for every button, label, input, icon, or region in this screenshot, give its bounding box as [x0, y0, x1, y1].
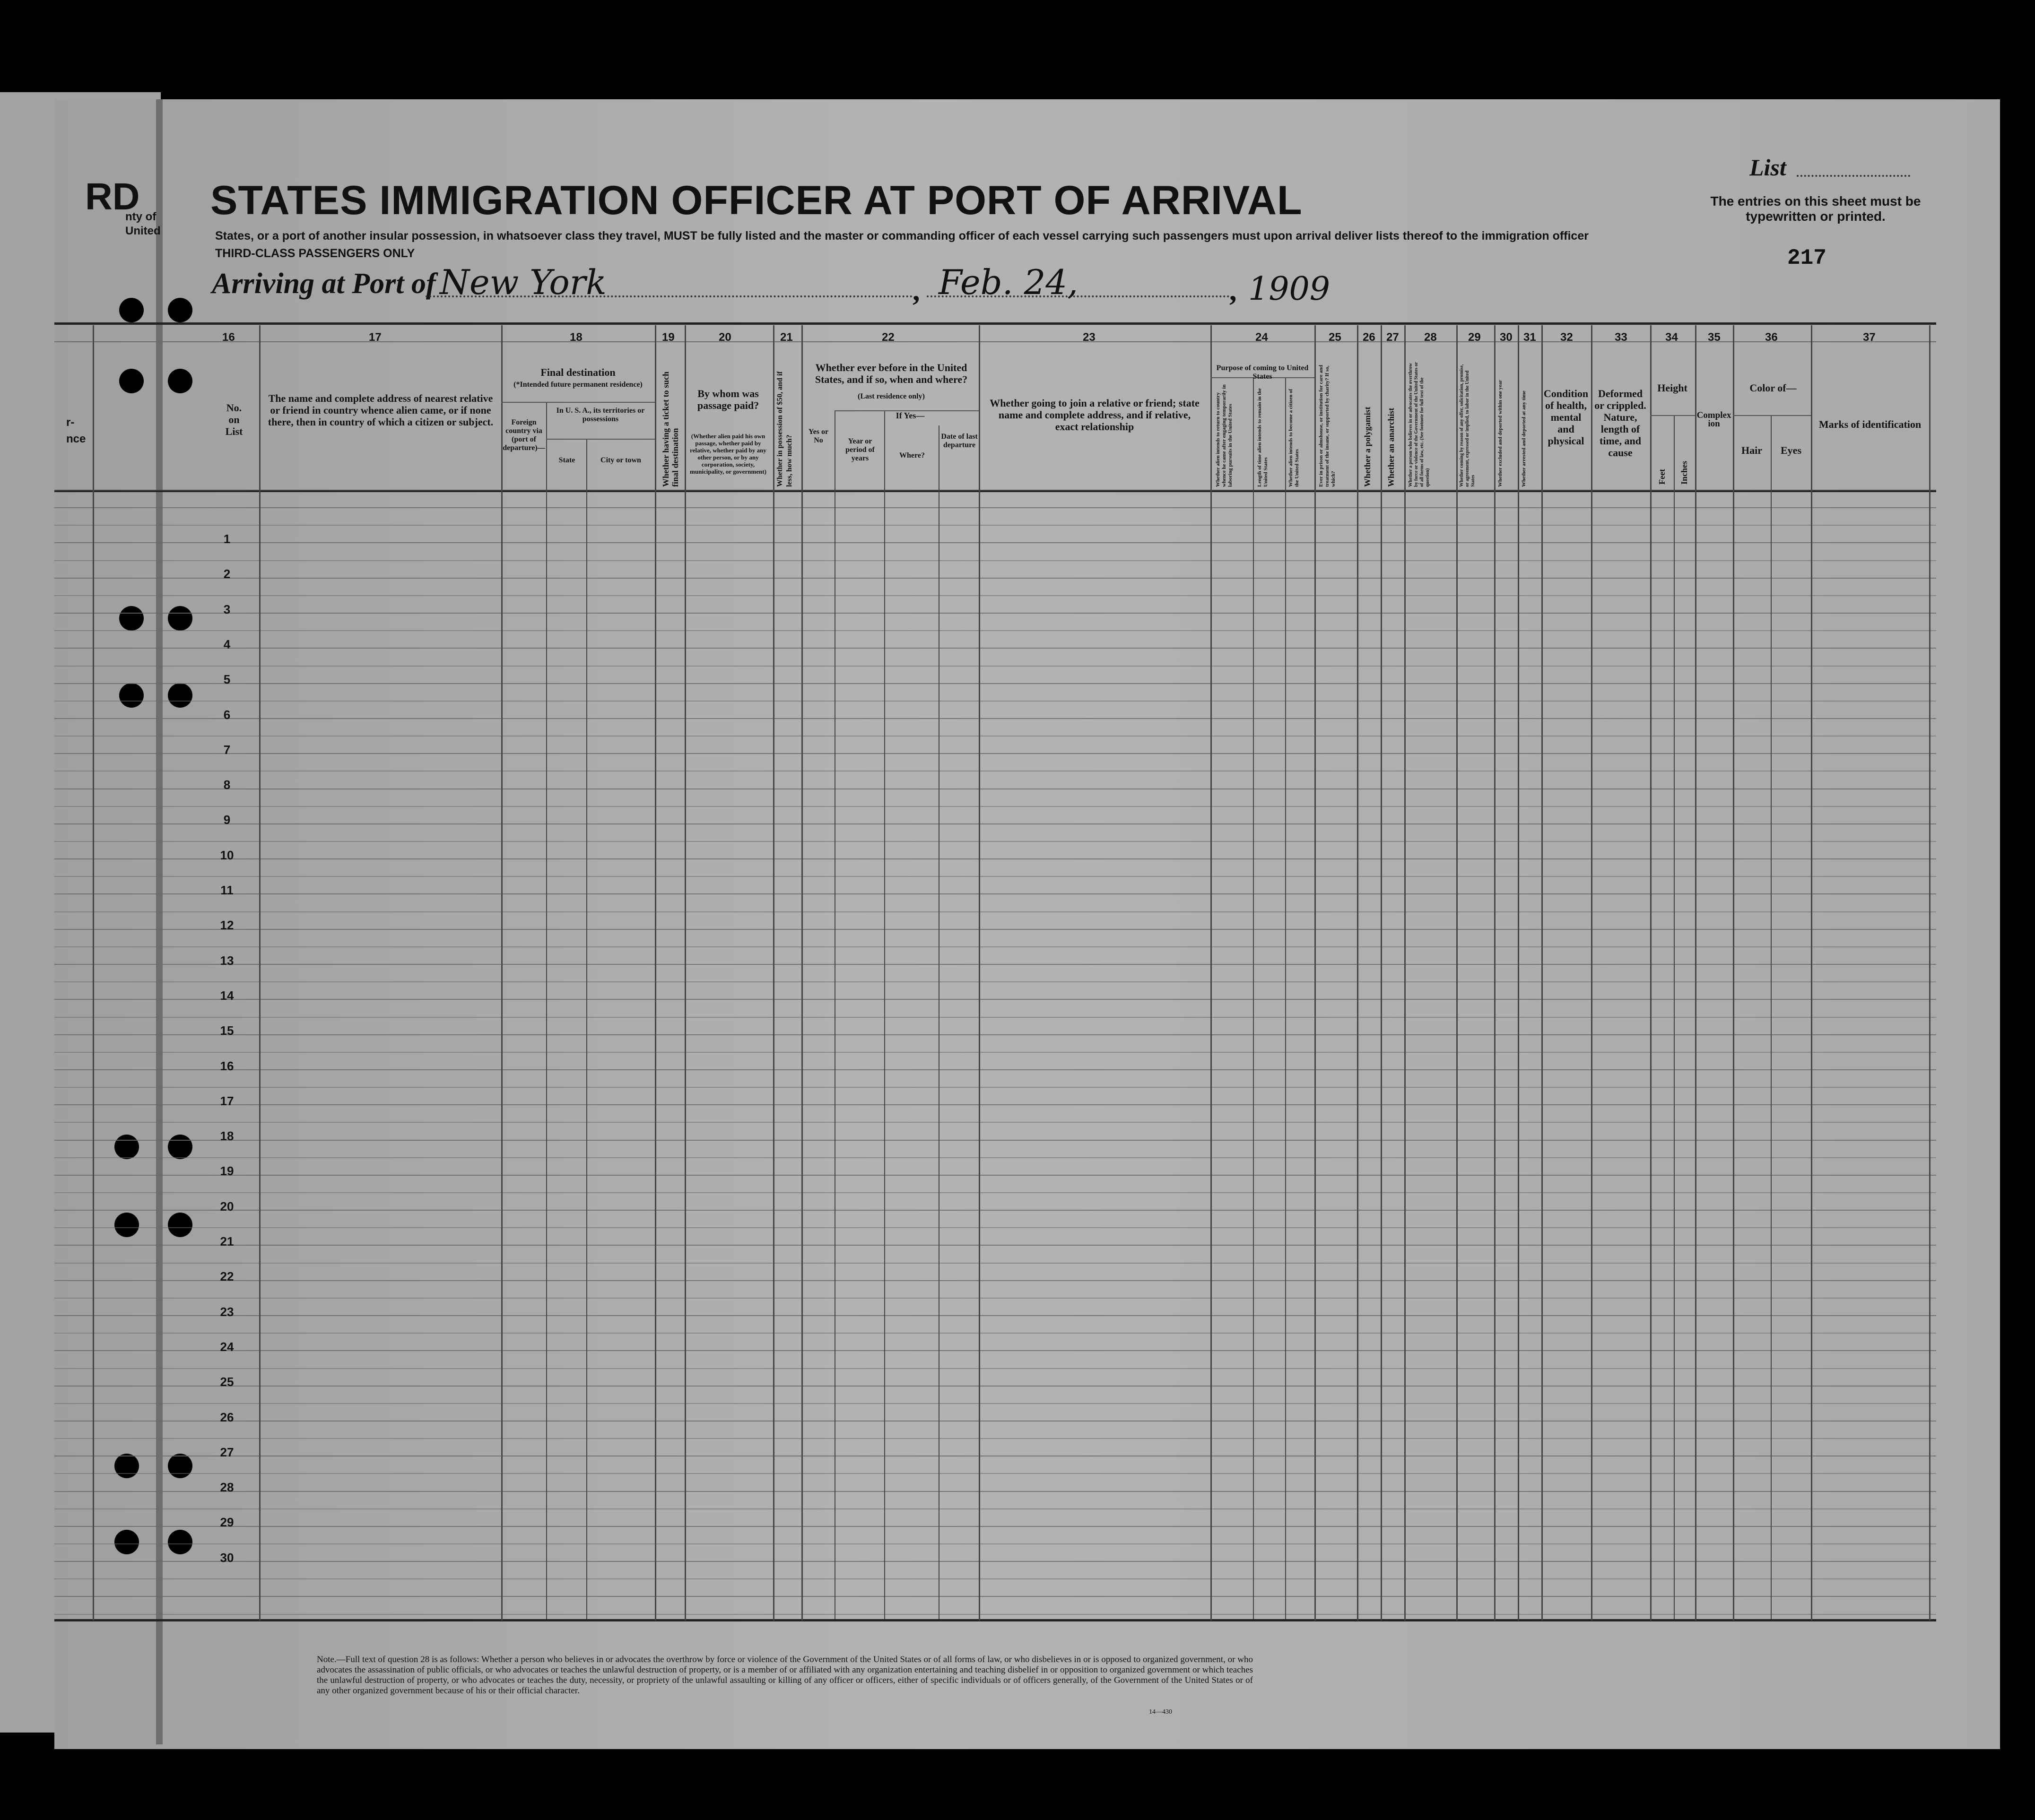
row-number: 22	[220, 1269, 234, 1283]
column-number: 35	[1708, 331, 1721, 344]
header-polygamist: Whether a polygamist	[1363, 407, 1372, 487]
punch-hole	[168, 1454, 192, 1478]
row-rule	[54, 1263, 1936, 1264]
row-number: 10	[220, 848, 234, 862]
header-complexion: Complexion	[1696, 410, 1731, 429]
row-rule	[54, 1543, 1936, 1544]
row-number: 18	[220, 1129, 234, 1143]
column-rule	[1404, 325, 1406, 1621]
subhead-rule	[1733, 415, 1811, 416]
column-number: 21	[780, 331, 793, 344]
header-excluded: Whether excluded and deported within one year	[1497, 380, 1503, 487]
typewriter-instructions: The entries on this sheet must be typewritten or printed.	[1710, 194, 1921, 224]
header-purpose-length: Length of time alien intends to remain in the United States	[1257, 388, 1269, 487]
column-rule	[586, 440, 587, 1619]
header-final-destination: Final destination	[540, 366, 616, 378]
year-value: 1909	[1248, 270, 1331, 308]
header-purpose-return: Whether alien intends to return to country whence he came after engaging temporarily in laboring pursuits in the United States	[1215, 384, 1233, 487]
row-rule	[54, 490, 1936, 491]
page-title: STATES IMMIGRATION OFFICER AT PORT OF ARRIVAL	[210, 178, 1303, 223]
punch-hole	[114, 1454, 139, 1478]
punch-hole	[168, 1135, 192, 1159]
row-rule	[54, 1526, 1936, 1527]
column-number: 36	[1765, 331, 1778, 344]
header-last-departure: Date of last departure	[941, 433, 978, 449]
column-number: 33	[1615, 331, 1627, 344]
punch-hole	[168, 1530, 192, 1554]
column-number: 20	[719, 331, 731, 344]
column-rule	[1674, 416, 1675, 1619]
row-number: 28	[220, 1480, 234, 1494]
row-number: 26	[220, 1410, 234, 1424]
row-rule	[54, 841, 1936, 842]
row-rule	[54, 753, 1936, 754]
row-rule	[54, 1034, 1936, 1035]
punch-hole	[168, 298, 192, 322]
header-state: State	[558, 456, 575, 464]
row-number: 15	[220, 1023, 234, 1038]
date-value: Feb. 24,	[939, 262, 1078, 302]
row-rule	[54, 666, 1936, 667]
row-rule	[54, 1227, 1936, 1228]
row-rule	[54, 683, 1936, 684]
row-rule	[54, 542, 1936, 543]
class-note: THIRD-CLASS PASSENGERS ONLY	[215, 247, 415, 260]
comma: ,	[1229, 275, 1237, 307]
column-number: 30	[1500, 331, 1513, 344]
column-number: 37	[1863, 331, 1876, 344]
row-rule	[54, 999, 1936, 1000]
row-rule	[54, 1386, 1936, 1387]
column-number: 16	[222, 331, 235, 344]
column-number: 27	[1386, 331, 1399, 344]
row-number: 8	[223, 778, 231, 792]
column-number: 28	[1424, 331, 1437, 344]
column-rule	[979, 325, 980, 1621]
column-number: 29	[1468, 331, 1481, 344]
row-rule	[54, 1578, 1936, 1579]
header-labor-offer: Whether coming by reason of any offer, solicitation, promise, or agreement, expressed or implied, to labor in the United States	[1459, 364, 1476, 487]
row-number: 23	[220, 1305, 234, 1319]
column-number: 24	[1255, 331, 1268, 344]
column-rule	[1314, 325, 1316, 1621]
row-rule	[54, 578, 1936, 579]
row-number: 14	[220, 988, 234, 1003]
header-passage-paid-note: (Whether alien paid his own passage, whether paid by relative, whether paid by any other person, or by any corporation, society, municipality, or government)	[690, 433, 766, 475]
row-rule	[54, 929, 1936, 930]
header-health: Condition of health, mental and physical	[1543, 388, 1589, 447]
row-rule	[54, 630, 1936, 631]
row-rule	[54, 595, 1936, 596]
row-rule	[54, 1052, 1936, 1053]
row-number: 6	[223, 708, 231, 722]
row-rule	[54, 718, 1936, 719]
row-number: 20	[220, 1199, 234, 1213]
row-number: 19	[220, 1164, 234, 1178]
header-inches: Inches	[1679, 460, 1689, 485]
row-rule	[54, 823, 1936, 824]
row-rule	[54, 648, 1936, 649]
left-margin-fragment: RD	[85, 175, 140, 217]
row-rule	[54, 1087, 1936, 1088]
row-number: 21	[220, 1234, 234, 1248]
column-number: 22	[882, 331, 895, 344]
row-rule	[54, 1596, 1936, 1597]
row-rule	[54, 1491, 1936, 1492]
row-rule	[54, 1069, 1936, 1070]
row-rule	[54, 1333, 1936, 1334]
punch-hole	[119, 606, 144, 631]
subhead-rule	[1650, 415, 1695, 416]
left-margin-fragment: nty of	[125, 210, 157, 223]
row-rule	[54, 1104, 1936, 1105]
header-overthrow: Whether a person who believes in or advocates the overthrow by force or violence of the Government of the United States or of all forms of law, etc. (See footnote for full text of the question)	[1408, 362, 1430, 487]
arriving-label: Arriving at Port of	[212, 268, 436, 300]
row-rule	[54, 911, 1936, 912]
row-rule	[54, 806, 1936, 807]
column-rule	[1456, 325, 1458, 1621]
page-fold	[156, 99, 163, 1744]
column-rule	[1253, 378, 1254, 1619]
list-number-line	[1797, 175, 1910, 177]
row-rule	[54, 1017, 1936, 1018]
row-rule	[54, 613, 1936, 614]
punch-hole	[119, 298, 144, 322]
punch-hole	[119, 683, 144, 708]
punch-hole	[168, 369, 192, 393]
header-foreign-country: Foreign country via (port of departure)—	[503, 418, 545, 452]
row-rule	[54, 858, 1936, 859]
column-rule	[1494, 325, 1496, 1621]
column-rule	[93, 325, 94, 1621]
row-rule	[54, 1508, 1936, 1509]
row-rule	[54, 1192, 1936, 1193]
port-value: New York	[440, 262, 607, 302]
header-last-residence: (Last residence only)	[858, 392, 925, 400]
column-number: 23	[1083, 331, 1096, 344]
row-number: 13	[220, 953, 234, 968]
row-rule	[54, 1561, 1936, 1562]
row-number: 9	[223, 813, 231, 827]
punch-hole	[168, 683, 192, 708]
row-rule	[54, 964, 1936, 965]
header-ever-before-us: Whether ever before in the United States, and if so, when and where?	[815, 362, 968, 385]
row-number: 11	[220, 883, 234, 897]
header-where: Where?	[899, 451, 925, 459]
column-rule	[546, 403, 547, 1619]
column-rule	[773, 325, 774, 1621]
header-ticket: Whether having a ticket to such final destination	[661, 371, 680, 487]
column-rule	[1811, 325, 1812, 1621]
row-rule	[54, 1122, 1936, 1123]
header-hair: Hair	[1741, 444, 1762, 456]
row-rule	[54, 525, 1936, 526]
row-rule	[54, 1614, 1936, 1615]
header-color-of: Color of—	[1749, 382, 1797, 394]
column-number: 32	[1560, 331, 1573, 344]
row-rule	[54, 1298, 1936, 1299]
header-arrested: Whether arrested and deported at any time	[1521, 390, 1527, 487]
header-prison: Ever in prison or almshouse, or institution for care and treatment of the insane, or supported by charity? If so, which?	[1318, 364, 1336, 487]
punch-hole	[114, 1530, 139, 1554]
row-rule	[54, 981, 1936, 982]
row-rule	[54, 1210, 1936, 1211]
column-rule	[1733, 325, 1734, 1621]
row-rule	[54, 1175, 1936, 1176]
row-rule	[54, 560, 1936, 561]
row-rule	[54, 736, 1936, 737]
header-height: Height	[1657, 382, 1687, 394]
punch-hole	[168, 1213, 192, 1237]
column-rule	[1381, 325, 1382, 1621]
list-label: List	[1749, 154, 1786, 181]
column-rule	[1357, 325, 1358, 1621]
column-number: 26	[1363, 331, 1375, 344]
header-yes-no: Yes or No	[808, 428, 829, 444]
header-passage-paid: By whom was passage paid?	[697, 388, 759, 411]
sheet-number: 217	[1787, 246, 1826, 270]
form-number: 14—430	[1149, 1708, 1172, 1716]
column-rule	[501, 325, 503, 1621]
row-rule	[54, 1280, 1936, 1281]
table-bottom-rule	[54, 1619, 1936, 1621]
column-number: 34	[1665, 331, 1678, 344]
punch-hole	[114, 1213, 139, 1237]
header-period-years: Year or period of years	[845, 437, 875, 462]
row-rule	[54, 876, 1936, 877]
row-number: 25	[220, 1375, 234, 1389]
row-number: 5	[223, 672, 231, 686]
column-rule	[655, 325, 656, 1621]
column-number: 19	[662, 331, 675, 344]
manifest-sheet	[54, 99, 2000, 1749]
comma: ,	[913, 275, 920, 307]
row-rule	[54, 1368, 1936, 1369]
header-purpose-citizen: Whether alien intends to become a citizen of the United States	[1288, 389, 1300, 487]
subhead-rule	[546, 439, 655, 440]
row-number: 29	[220, 1515, 234, 1529]
header-marks: Marks of identification	[1818, 418, 1922, 430]
column-rule	[884, 411, 885, 1619]
header-in-usa: In U. S. A., its territories or possessions	[556, 407, 645, 423]
header-if-yes: If Yes—	[896, 411, 925, 420]
row-number: 17	[220, 1094, 234, 1108]
header-feet: Feet	[1657, 469, 1667, 485]
header-city: City or town	[600, 456, 641, 464]
column-rule	[1650, 325, 1652, 1621]
column-rule	[1210, 325, 1212, 1621]
header-fifty-dollars: Whether in possession of $50, and if less, how much?	[776, 371, 793, 487]
column-rule	[685, 325, 686, 1621]
row-rule	[54, 1350, 1936, 1351]
column-rule	[1518, 325, 1519, 1621]
punch-hole	[119, 369, 144, 393]
column-number: 18	[570, 331, 583, 344]
column-number: 25	[1329, 331, 1341, 344]
column-rule	[1591, 325, 1592, 1621]
punch-hole	[168, 606, 192, 631]
header-no-on-list: No. on List	[225, 402, 243, 437]
row-rule	[54, 507, 1936, 508]
row-number: 7	[223, 743, 231, 757]
left-margin-fragment: r-	[66, 416, 75, 429]
header-join-relative: Whether going to join a relative or friend; state name and complete address, and if relative, exact relationship	[990, 397, 1200, 433]
header-eyes: Eyes	[1781, 444, 1801, 456]
header-top-rule	[54, 322, 1936, 325]
left-margin-fragment: United	[125, 225, 161, 237]
header-deformed: Deformed or crippled. Nature, length of time, and cause	[1594, 388, 1646, 459]
row-number: 12	[220, 918, 234, 932]
column-rule	[801, 325, 803, 1621]
row-rule	[54, 946, 1936, 947]
row-number: 30	[220, 1551, 234, 1565]
row-number: 3	[223, 602, 231, 616]
column-rule	[1695, 325, 1696, 1621]
row-number: 27	[220, 1445, 234, 1459]
left-margin-fragment: nce	[66, 433, 86, 445]
row-rule	[54, 1438, 1936, 1439]
column-number: 31	[1523, 331, 1536, 344]
header-purpose: Purpose of coming to United States	[1216, 364, 1309, 381]
row-number: 2	[223, 567, 231, 581]
column-rule	[1771, 416, 1772, 1619]
header-nearest-relative: The name and complete address of nearest relative or friend in country whence alien came, or if none there, then in country of which a citizen or subject.	[268, 392, 494, 428]
punch-hole	[114, 1135, 139, 1159]
subhead-rule	[501, 402, 655, 403]
row-number: 1	[223, 532, 231, 546]
row-rule	[54, 893, 1936, 894]
header-anarchist: Whether an anarchist	[1386, 407, 1396, 487]
row-number: 4	[223, 637, 231, 651]
subtitle: States, or a port of another insular possession, in whatsoever class they travel, MUST be fully listed and the master or commanding officer of each vessel carrying such passengers must upon arrival deliver lists thereof to the immigration officer	[215, 229, 1589, 243]
row-number: 16	[220, 1059, 234, 1073]
row-rule	[54, 1403, 1936, 1404]
column-rule	[1929, 325, 1931, 1621]
row-number: 24	[220, 1340, 234, 1354]
footnote-question-28: Note.—Full text of question 28 is as follows: Whether a person who believes in or advocates the overthrow by force or violence of the Government of the United States or of all forms of law, or who disbelieves in or is opposed to organized government, or who advocates the assassination of public officials, or who advocates or teaches the unlawful destruction of property, or is a member of or affiliated with any organization entertaining and teaching disbelief in or opposition to organized government or which teaches the unlawful destruction of property, or who advocates or teaches the duty, necessity, or propriety of the unlawful assaulting or killing of any officer or officers, either of specific individuals or of officers generally, of the Government of the United States or of any other organized government because of his or their official character.	[317, 1655, 1253, 1696]
column-rule	[259, 325, 261, 1621]
row-rule	[54, 1140, 1936, 1141]
column-rule	[1285, 378, 1286, 1619]
column-rule	[1541, 325, 1543, 1621]
row-rule	[54, 1157, 1936, 1158]
column-number: 17	[369, 331, 382, 344]
row-rule	[54, 1315, 1936, 1316]
row-rule	[54, 701, 1936, 702]
header-final-destination-note: (*Intended future permanent residence)	[513, 381, 643, 389]
row-rule	[54, 1473, 1936, 1474]
row-rule	[54, 1245, 1936, 1246]
colnum-rule	[54, 341, 1936, 342]
